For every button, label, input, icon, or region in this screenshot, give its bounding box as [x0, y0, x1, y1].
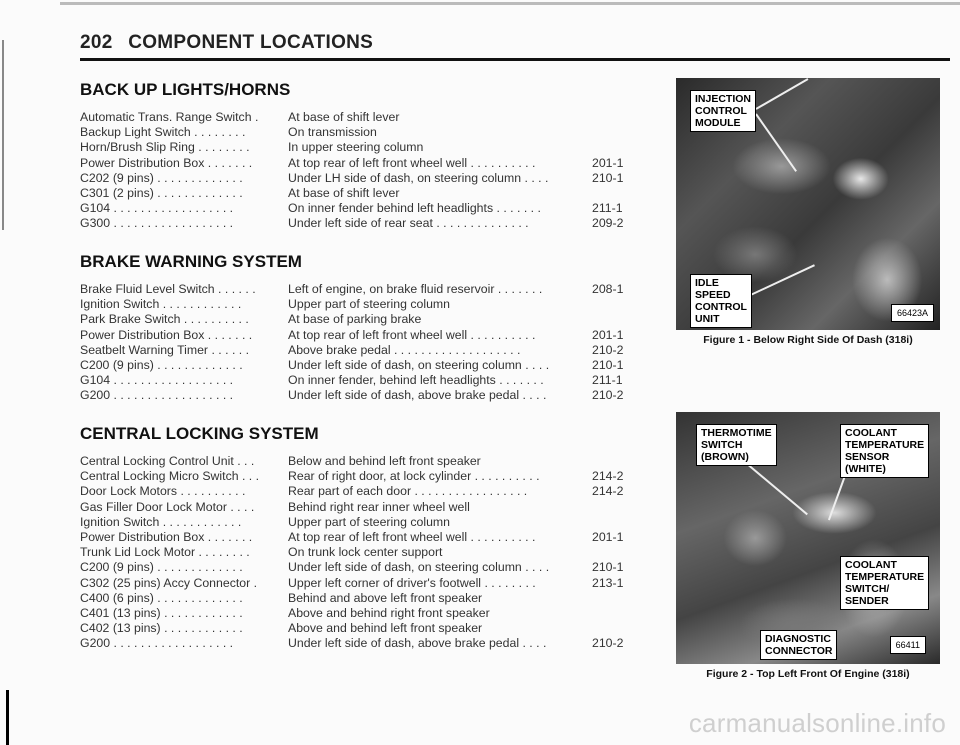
figure-1-caption: Figure 1 - Below Right Side Of Dash (318i)	[703, 334, 913, 346]
component-name: Ignition Switch . . . . . . . . . . . .	[80, 297, 242, 312]
callout-injection-control-module: INJECTION CONTROL MODULE	[690, 90, 756, 132]
figure-ref: 214-2	[592, 469, 624, 484]
component-name: C200 (9 pins) . . . . . . . . . . . . .	[80, 560, 243, 575]
section-table-brake-warning	[80, 282, 650, 404]
component-location: Under left side of dash, above brake pedal . . . .	[288, 388, 547, 403]
component-name: Central Locking Micro Switch . . .	[80, 469, 260, 484]
table-row	[80, 110, 650, 125]
component-location: On trunk lock center support	[288, 545, 443, 560]
component-location: Upper left corner of driver's footwell . . . . . . . .	[288, 575, 536, 590]
section-table-central-locking	[80, 454, 650, 651]
callout-leader-line	[745, 462, 808, 515]
component-name: C402 (13 pins) . . . . . . . . . . . .	[80, 621, 243, 636]
figure-ref: 213-1	[592, 575, 624, 590]
table-row	[80, 388, 650, 403]
page-top-edge	[60, 2, 960, 5]
section-table-backup-lights	[80, 110, 650, 232]
component-location: Behind and above left front speaker	[288, 590, 483, 605]
component-name: C200 (9 pins) . . . . . . . . . . . . .	[80, 357, 243, 372]
component-location: At base of shift lever	[288, 110, 400, 124]
figure-ref: 210-1	[592, 357, 624, 372]
table-row	[80, 156, 650, 171]
component-location: Above brake pedal . . . . . . . . . . . . . . . . . . .	[288, 342, 521, 357]
table-row	[80, 216, 650, 231]
table-row	[80, 515, 650, 530]
component-name: Power Distribution Box . . . . . . .	[80, 529, 253, 544]
component-location: Upper part of steering column	[288, 297, 450, 312]
component-name: Automatic Trans. Range Switch .	[80, 110, 259, 124]
component-location: Under LH side of dash, on steering column . . . .	[288, 170, 549, 185]
figure-1-photo	[676, 78, 940, 330]
figure-ref: 210-2	[592, 636, 624, 651]
component-name: Gas Filler Door Lock Motor . . . .	[80, 499, 255, 514]
section-title-brake-warning: BRAKE WARNING SYSTEM	[80, 252, 302, 271]
figure-ref: 210-1	[592, 170, 624, 185]
table-row	[80, 545, 650, 560]
figure-ref: 211-1	[592, 201, 623, 216]
callout-idle-speed-control-unit: IDLE SPEED CONTROL UNIT	[690, 274, 752, 328]
table-row	[80, 201, 650, 216]
component-name: Power Distribution Box . . . . . . .	[80, 155, 253, 170]
table-row	[80, 454, 650, 469]
figure-2	[676, 412, 940, 680]
component-name: C400 (6 pins) . . . . . . . . . . . . .	[80, 590, 243, 605]
component-location: Under left side of dash, on steering column . . . .	[288, 560, 550, 575]
figure-ref: 201-1	[592, 327, 624, 342]
component-location: Above and behind left front speaker	[288, 621, 483, 636]
watermark: carmanualsonline.info	[688, 708, 946, 738]
component-name: Power Distribution Box . . . . . . .	[80, 327, 253, 342]
component-name: Central Locking Control Unit . . .	[80, 454, 255, 468]
figure-ref: 209-2	[592, 216, 624, 231]
figure-ref: 210-1	[592, 560, 624, 575]
component-name: Trunk Lid Lock Motor . . . . . . . .	[80, 545, 250, 560]
figure-ref: 208-1	[592, 282, 624, 296]
table-row	[80, 606, 650, 621]
section-title-central-locking: CENTRAL LOCKING SYSTEM	[80, 424, 319, 443]
callout-leader-line	[828, 473, 847, 521]
figure-1	[676, 78, 940, 346]
component-location: At base of parking brake	[288, 312, 422, 327]
callout-diagnostic-connector: DIAGNOSTIC CONNECTOR	[760, 630, 837, 660]
component-location: On inner fender behind left headlights . . . . . . .	[288, 201, 541, 216]
table-row	[80, 343, 650, 358]
callout-thermotime-switch: THERMOTIME SWITCH (BROWN)	[696, 424, 777, 466]
page-title: COMPONENT LOCATIONS	[128, 32, 374, 53]
component-name: Backup Light Switch . . . . . . . .	[80, 125, 246, 140]
component-name: G300 . . . . . . . . . . . . . . . . . .	[80, 216, 234, 231]
component-location: Below and behind left front speaker	[288, 454, 481, 468]
table-row	[80, 591, 650, 606]
component-location: Under left side of dash, above brake pedal . . . .	[288, 636, 547, 651]
table-row	[80, 636, 650, 651]
table-row	[80, 140, 650, 155]
table-row	[80, 500, 650, 515]
component-location: At top rear of left front wheel well . . . . . . . . . .	[288, 529, 536, 544]
component-location: At base of shift lever	[288, 185, 400, 200]
component-location: Upper part of steering column	[288, 514, 450, 529]
table-row	[80, 358, 650, 373]
table-row	[80, 621, 650, 636]
component-location: At top rear of left front wheel well . . . . . . . . . .	[288, 155, 536, 170]
component-name: G104 . . . . . . . . . . . . . . . . . .	[80, 201, 234, 216]
table-row	[80, 560, 650, 575]
component-location: Under left side of rear seat . . . . . . . . . . . . . .	[288, 216, 529, 231]
component-name: C301 (2 pins) . . . . . . . . . . . . .	[80, 185, 243, 200]
figure-ref: 210-2	[592, 342, 624, 357]
component-name: Ignition Switch . . . . . . . . . . . .	[80, 514, 242, 529]
component-location: Rear part of each door . . . . . . . . . . . . . . . . .	[288, 484, 528, 499]
table-row	[80, 125, 650, 140]
callout-leader-line	[742, 264, 815, 300]
table-row	[80, 171, 650, 186]
component-name: Door Lock Motors . . . . . . . . . .	[80, 484, 246, 499]
table-row	[80, 373, 650, 388]
component-location: Above and behind right front speaker	[288, 605, 490, 620]
component-name: Seatbelt Warning Timer . . . . . .	[80, 342, 250, 357]
table-row	[80, 186, 650, 201]
component-name: Park Brake Switch . . . . . . . . . .	[80, 312, 249, 327]
callout-coolant-temperature-sensor: COOLANT TEMPERATURE SENSOR (WHITE)	[840, 424, 929, 478]
component-name: Brake Fluid Level Switch . . . . . .	[80, 282, 256, 296]
figure-ref: 214-2	[592, 484, 624, 499]
component-name: C202 (9 pins) . . . . . . . . . . . . .	[80, 170, 243, 185]
table-row	[80, 312, 650, 327]
section-title-backup-lights: BACK UP LIGHTS/HORNS	[80, 80, 291, 99]
photo-id-label: 66423A	[891, 304, 934, 322]
component-location: Behind right rear inner wheel well	[288, 499, 470, 514]
figure-2-caption: Figure 2 - Top Left Front Of Engine (318i)	[706, 668, 910, 680]
figure-ref: 201-1	[592, 155, 624, 170]
component-location: At top rear of left front wheel well . . . . . . . . . .	[288, 327, 536, 342]
component-name: C401 (13 pins) . . . . . . . . . . . .	[80, 605, 243, 620]
figure-2-photo	[676, 412, 940, 664]
page-binding-edge	[2, 40, 4, 230]
component-location: In upper steering column	[288, 140, 424, 155]
callout-leader-line	[755, 113, 797, 171]
component-name: G104 . . . . . . . . . . . . . . . . . .	[80, 373, 234, 388]
component-name: G200 . . . . . . . . . . . . . . . . . .	[80, 636, 234, 651]
table-row	[80, 469, 650, 484]
page-header	[80, 32, 950, 61]
callout-leader-line	[756, 78, 809, 110]
component-location: Left of engine, on brake fluid reservoir . . . . . . .	[288, 282, 543, 296]
page-edge-mark	[6, 690, 9, 745]
table-row	[80, 328, 650, 343]
component-location: Under left side of dash, on steering column . . . .	[288, 357, 550, 372]
figure-ref: 211-1	[592, 373, 623, 388]
component-location: Rear of right door, at lock cylinder . . . . . . . . . .	[288, 469, 540, 484]
figure-ref: 201-1	[592, 529, 624, 544]
photo-id-label: 66411	[890, 636, 926, 654]
component-name: G200 . . . . . . . . . . . . . . . . . .	[80, 388, 234, 403]
table-row	[80, 576, 650, 591]
table-row	[80, 484, 650, 499]
table-row	[80, 282, 650, 297]
component-name: C302 (25 pins) Accy Connector .	[80, 575, 258, 590]
figure-ref: 210-2	[592, 388, 624, 403]
component-name: Horn/Brush Slip Ring . . . . . . . .	[80, 140, 250, 155]
table-row	[80, 530, 650, 545]
table-row	[80, 297, 650, 312]
callout-coolant-temperature-switch-sender: COOLANT TEMPERATURE SWITCH/ SENDER	[840, 556, 929, 610]
page-number: 202	[80, 32, 113, 53]
component-location: On inner fender, behind left headlights . . . . . . .	[288, 373, 544, 388]
component-location: On transmission	[288, 125, 377, 140]
